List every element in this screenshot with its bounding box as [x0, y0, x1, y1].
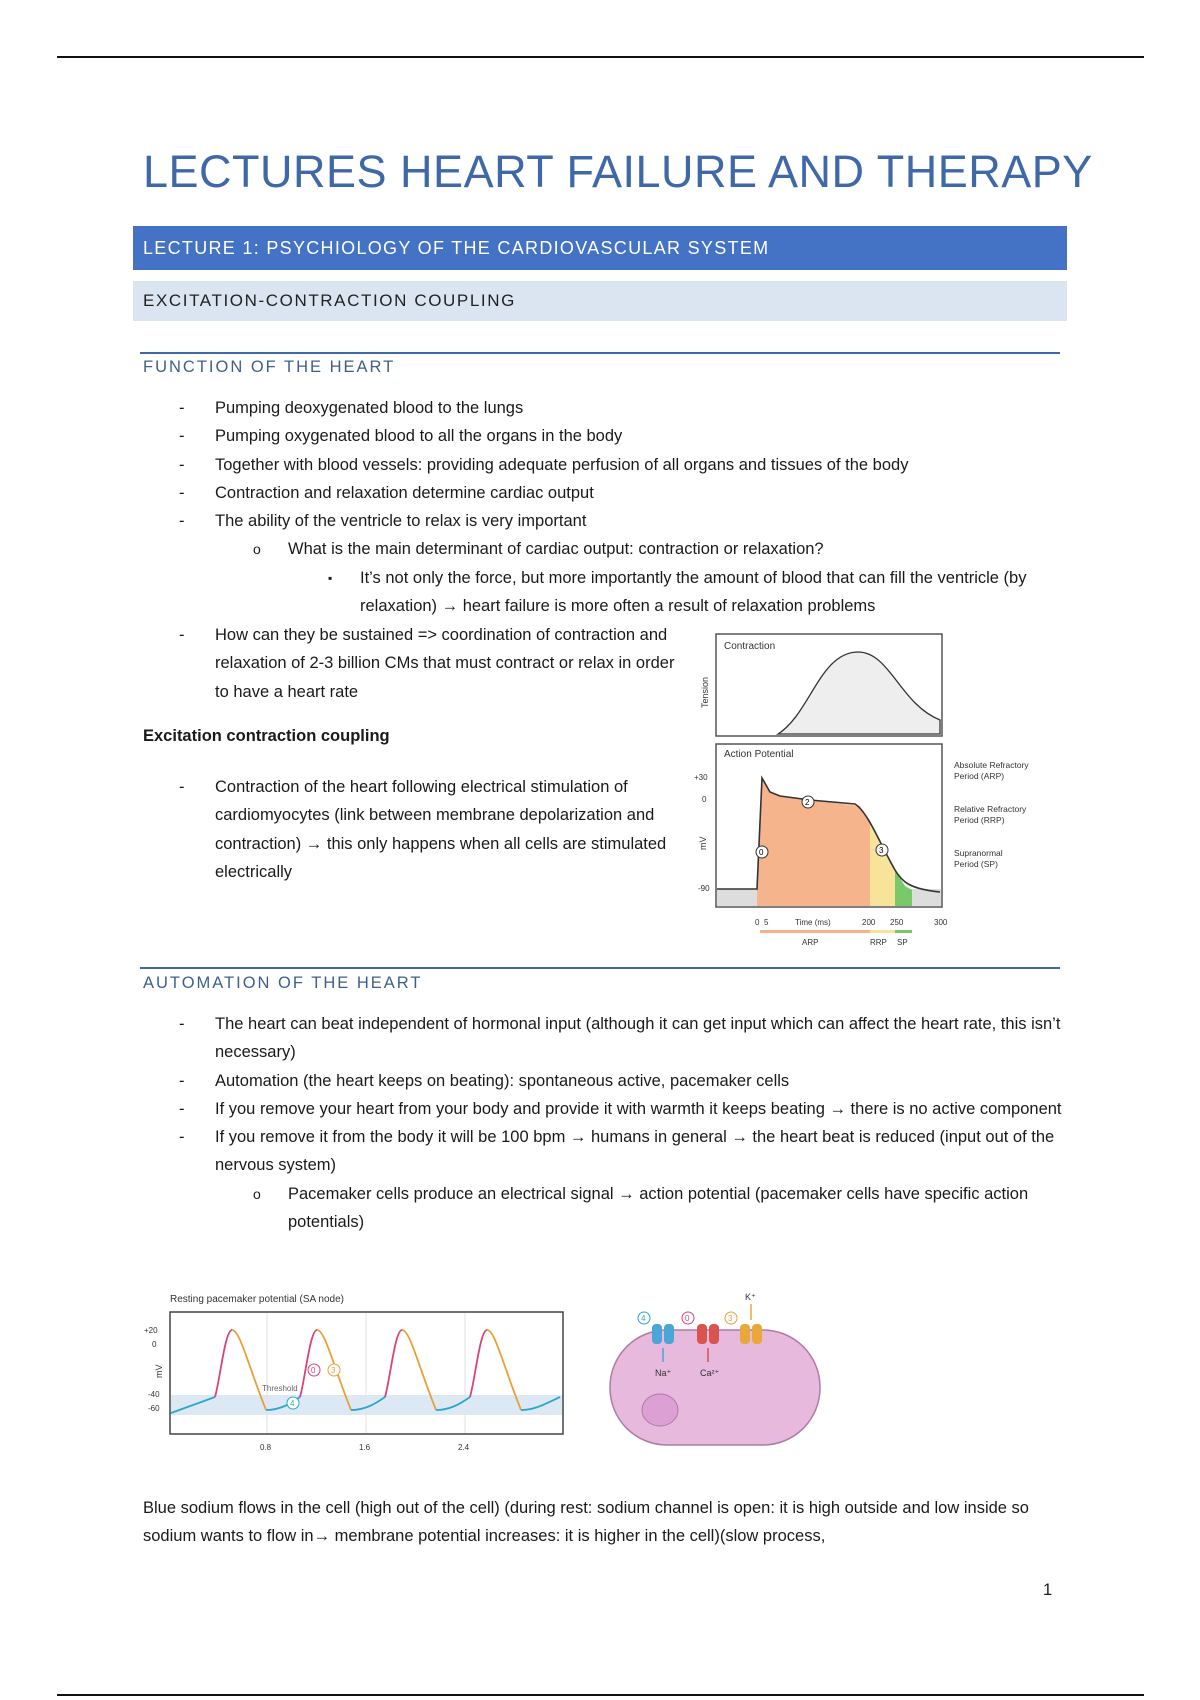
ecc-list: [143, 773, 683, 886]
subsection-heading: EXCITATION-CONTRACTION COUPLING: [133, 281, 1067, 321]
sub-list-item: o Pacemaker cells produce an electrical signal → action potential (pacemaker cells have specific action potentials): [253, 1184, 1029, 1232]
page-number: 1: [1043, 1581, 1053, 1599]
phase-label: 3: [331, 1366, 336, 1375]
legend-arp-line1: Absolute Refractory: [954, 760, 1029, 770]
contraction-label: Contraction: [724, 641, 776, 652]
legend-rrp-line1: Relative Refractory: [954, 804, 1027, 814]
top-rule: [57, 56, 1144, 58]
function-list: [143, 394, 1063, 620]
phase-label: 2: [805, 798, 810, 807]
legend-arp-line2: Period (ARP): [954, 771, 1005, 781]
list-item: - Pumping deoxygenated blood to the lungs: [179, 399, 524, 417]
phase-label: 0: [685, 1314, 690, 1323]
list-item: - Together with blood vessels: providing adequate perfusion of all organs and tissues of the body: [179, 455, 909, 474]
ap-label: Action Potential: [724, 749, 794, 760]
list-item: - Pumping oxygenated blood to all the organs in the body: [179, 427, 623, 446]
x-tick: 0.8: [260, 1443, 272, 1452]
list-item: - How can they be sustained => coordination of contraction and relaxation of 2-3 billion CMs that must contract or relax in order to have a heart rate: [179, 626, 675, 701]
phase-label: 3: [879, 846, 884, 855]
automation-list: [143, 1010, 1063, 1236]
sustained-list: [143, 621, 683, 706]
rrp-bar: [870, 930, 895, 933]
list-item: - The ability of the ventricle to relax is very important: [179, 512, 587, 531]
period-label: RRP: [870, 938, 887, 947]
bottom-rule: [57, 1694, 1144, 1696]
phase-label: 0: [311, 1366, 316, 1375]
list-item: - If you remove your heart from your body and provide it with warmth it keeps beating → there is no active component: [179, 1099, 1062, 1118]
automation-heading: AUTOMATION OF THE HEART: [143, 974, 423, 992]
x-tick: 1.6: [359, 1443, 371, 1452]
phase-label: 0: [759, 848, 764, 857]
action-potential-figure: [690, 624, 1060, 954]
y-tick: -60: [148, 1404, 160, 1413]
calcium-label: Ca²⁺: [700, 1368, 720, 1378]
legend-rrp-line2: Period (RRP): [954, 815, 1005, 825]
lecture-heading: LECTURE 1: PSYCHIOLOGY OF THE CARDIOVASCULAR SYSTEM: [133, 226, 1067, 270]
cell-body: [610, 1330, 820, 1445]
y-tick: -40: [148, 1390, 160, 1399]
period-label: ARP: [802, 938, 819, 947]
sub-list-item: o What is the main determinant of cardiac output: contraction or relaxation?: [253, 540, 824, 559]
sp-bar: [895, 930, 912, 933]
y-tick: 0: [152, 1340, 157, 1349]
tension-label: Tension: [700, 676, 710, 708]
legend-sp-line2: Period (SP): [954, 859, 998, 869]
pacemaker-potential-figure: [140, 1290, 570, 1460]
phase-label: 3: [728, 1314, 733, 1323]
list-item: - Contraction of the heart following electrical stimulation of cardiomyocytes (link between membrane depolarization and contraction) → this only happens when all cells are stimulated electrically: [179, 778, 667, 881]
threshold-label: Threshold: [262, 1384, 298, 1393]
nucleus: [642, 1394, 678, 1426]
pacemaker-title: Resting pacemaker potential (SA node): [170, 1294, 344, 1305]
list-item: - Contraction and relaxation determine cardiac output: [179, 483, 594, 502]
potassium-label: K⁺: [745, 1292, 756, 1302]
y-tick: +20: [144, 1326, 158, 1335]
list-item: - If you remove it from the body it will be 100 bpm → humans in general → the heart beat is reduced (input out of the nervous system): [179, 1128, 1055, 1175]
x-tick: 5: [764, 918, 769, 927]
x-axis-label: Time (ms): [795, 918, 831, 927]
function-heading-rule: [140, 352, 1060, 354]
x-tick: 0: [755, 918, 760, 927]
period-label: SP: [897, 938, 908, 947]
phase-label: 4: [641, 1314, 646, 1323]
document-title: LECTURES HEART FAILURE AND THERAPY: [143, 146, 1093, 197]
x-tick: 200: [862, 918, 876, 927]
x-tick: 2.4: [458, 1443, 470, 1452]
arp-bar: [760, 930, 870, 933]
ecc-heading: Excitation contraction coupling: [143, 727, 390, 745]
x-tick: 300: [934, 918, 948, 927]
automation-heading-rule: [140, 967, 1060, 969]
legend-sp-line1: Supranormal: [954, 848, 1003, 858]
y-axis-label: mV: [154, 1364, 164, 1378]
sub-sub-list-item: ▪ It’s not only the force, but more importantly the amount of blood that can fill the ventricle (by relaxation) → heart failure is more often a result of relaxation problems: [328, 568, 1027, 616]
list-item: - Automation (the heart keeps on beating): spontaneous active, pacemaker cells: [179, 1071, 790, 1090]
y-tick: 0: [702, 795, 707, 804]
sodium-label: Na⁺: [655, 1368, 672, 1378]
y-tick: -90: [698, 884, 710, 893]
x-tick: 250: [890, 918, 904, 927]
pacemaker-cell-figure: [600, 1290, 840, 1460]
closing-paragraph: Blue sodium flows in the cell (high out of the cell) (during rest: sodium channel is open: it is high outside and low inside so sodium wants to flow in→ membrane potential increases: it is higher in the cell)(slow process,: [143, 1499, 1029, 1546]
list-item: - The heart can beat independent of hormonal input (although it can get input which can affect the heart rate, this isn’t necessary): [179, 1015, 1061, 1062]
phase-label: 4: [290, 1399, 295, 1408]
y-tick: +30: [694, 773, 708, 782]
function-heading: FUNCTION OF THE HEART: [143, 358, 396, 376]
y-axis-label: mV: [698, 836, 708, 850]
